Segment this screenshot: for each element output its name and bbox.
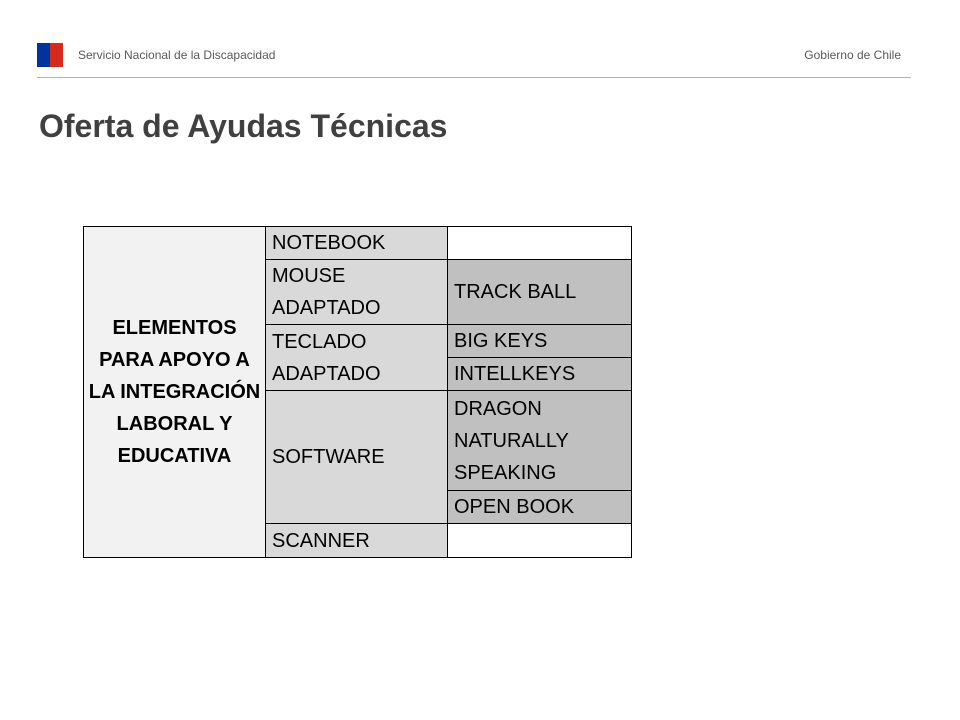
- item-notebook: NOTEBOOK: [266, 227, 448, 260]
- detail-intellkeys: INTELLKEYS: [448, 358, 632, 391]
- organization-name: Servicio Nacional de la Discapacidad: [78, 48, 276, 62]
- flag-blue-band: [37, 43, 50, 67]
- detail-empty: [448, 524, 632, 558]
- group-label: ELEMENTOS PARA APOYO A LA INTEGRACIÓN LABORAL Y EDUCATIVA: [84, 227, 266, 558]
- chile-flag-logo: [37, 43, 63, 67]
- detail-track-ball: TRACK BALL: [448, 260, 632, 325]
- detail-open-book: OPEN BOOK: [448, 491, 632, 524]
- item-software: SOFTWARE: [266, 391, 448, 524]
- detail-dragon-naturally-speaking: DRAGON NATURALLY SPEAKING: [448, 391, 632, 491]
- aids-table: [83, 226, 632, 558]
- item-teclado-adaptado: TECLADO ADAPTADO: [266, 325, 448, 391]
- item-scanner: SCANNER: [266, 524, 448, 558]
- detail-empty: [448, 227, 632, 260]
- government-name: Gobierno de Chile: [804, 48, 901, 62]
- detail-big-keys: BIG KEYS: [448, 325, 632, 358]
- flag-red-band: [50, 43, 63, 67]
- header-divider: [37, 77, 911, 78]
- item-mouse-adaptado: MOUSE ADAPTADO: [266, 260, 448, 325]
- page-title: Oferta de Ayudas Técnicas: [39, 108, 448, 144]
